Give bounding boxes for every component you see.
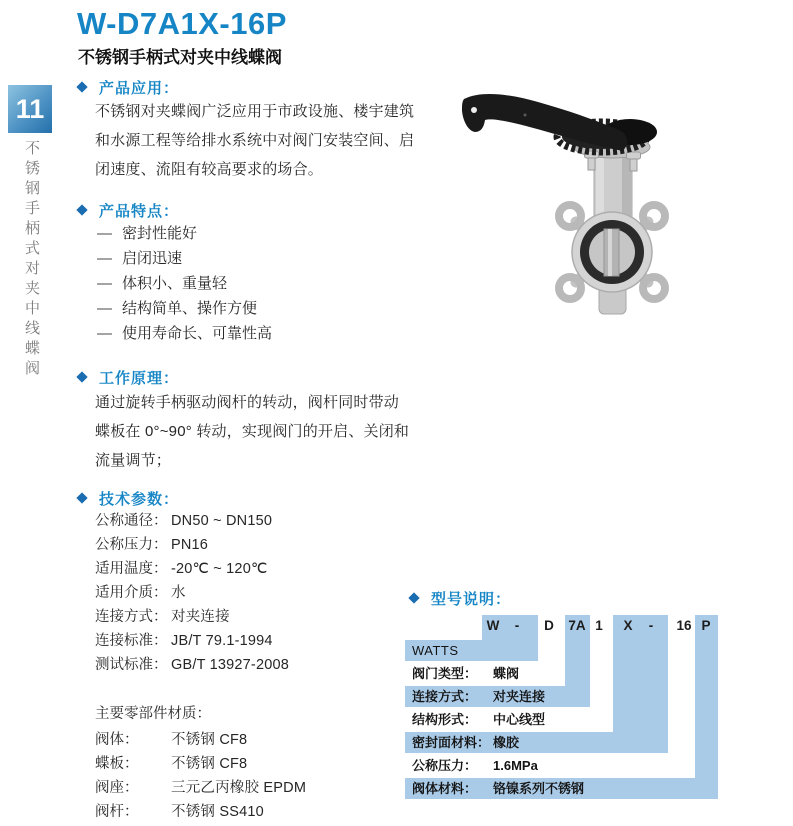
model-code-char: W <box>486 618 500 633</box>
sidebar-vertical-label: 不锈钢手柄式对夹中线蝶阀 <box>23 140 40 380</box>
spec-label: 适用温度： <box>95 561 168 577</box>
body-line: 不锈钢对夹蝶阀广泛应用于市政设施、楼宇建筑 <box>95 103 415 120</box>
spec-row <box>95 653 289 677</box>
ladder-row-label: 公称压力： <box>412 758 478 773</box>
spec-value: 对夹连接 <box>171 609 230 625</box>
spec-row <box>95 557 289 581</box>
ladder-row <box>405 686 721 707</box>
dash-bullet: — <box>97 300 112 317</box>
ladder-row-label: 密封面材料： <box>412 735 491 750</box>
diamond-bullet-icon <box>408 592 419 603</box>
diamond-bullet-icon <box>76 81 87 92</box>
spec-row <box>95 533 289 557</box>
ladder-row-value: 1.6MPa <box>493 758 538 773</box>
section-heading-label: 产品应用： <box>99 79 180 97</box>
section-heading-label: 型号说明： <box>431 590 512 608</box>
section-heading-model-explanation <box>410 589 511 607</box>
material-label: 阀座： <box>95 780 139 796</box>
spec-label: 公称压力： <box>95 537 168 553</box>
materials-table <box>95 728 306 824</box>
spec-row <box>95 605 289 629</box>
model-code-char: 1 <box>595 618 603 633</box>
spec-row <box>95 509 289 533</box>
section-heading-label: 工作原理： <box>99 369 180 387</box>
model-code-ladder <box>405 614 721 802</box>
spec-row <box>95 581 289 605</box>
diamond-bullet-icon <box>76 492 87 503</box>
section-heading-features <box>78 201 179 219</box>
page-title: W-D7A1X-16P <box>77 6 287 41</box>
section-heading-label: 技术参数： <box>99 490 180 508</box>
dash-bullet: — <box>97 225 112 242</box>
ladder-row-value: 橡胶 <box>493 735 520 750</box>
butterfly-valve-illustration <box>440 85 720 330</box>
spec-value: GB/T 13927-2008 <box>171 657 290 673</box>
ladder-row-value: 蝶阀 <box>493 666 520 681</box>
feature-label: 启闭迅速 <box>122 250 183 267</box>
material-label: 阀体： <box>95 732 139 748</box>
section-heading-principle <box>78 368 179 386</box>
ladder-row <box>405 709 721 730</box>
ladder-row-value: 对夹连接 <box>493 689 546 704</box>
ladder-row <box>405 640 721 661</box>
body-line: 闭速度、流阻有较高要求的场合。 <box>95 161 324 178</box>
feature-label: 体积小、重量轻 <box>122 275 228 292</box>
material-row <box>95 776 306 800</box>
body-line: 蝶板在 0°~90° 转动，实现阀门的开启、关闭和 <box>95 423 410 440</box>
spec-label: 适用介质： <box>95 585 168 601</box>
ladder-row-label: 结构形式： <box>412 712 478 727</box>
chapter-number-badge: 11 <box>8 85 52 133</box>
dash-bullet: — <box>97 275 112 292</box>
feature-item <box>97 246 272 271</box>
ladder-row-value: 铬镍系列不锈钢 <box>493 781 585 796</box>
feature-item <box>97 221 272 246</box>
feature-label: 密封性能好 <box>122 225 198 242</box>
material-value: 不锈钢 CF8 <box>171 732 248 748</box>
section-heading-label: 产品特点： <box>99 202 180 220</box>
spec-value: -20℃ ~ 120℃ <box>171 561 268 577</box>
ladder-row <box>405 778 721 799</box>
page-subtitle: 不锈钢手柄式对夹中线蝶阀 <box>78 48 282 67</box>
materials-heading: 主要零部件材质： <box>95 706 211 722</box>
specs-table <box>95 509 289 677</box>
ladder-row-label: WATTS <box>412 643 459 658</box>
ladder-row-value: 中心线型 <box>493 712 546 727</box>
section-heading-application <box>78 78 179 96</box>
ladder-row <box>405 732 721 753</box>
material-row <box>95 752 306 776</box>
spec-label: 连接方式： <box>95 609 168 625</box>
body-line: 流量调节； <box>95 452 172 469</box>
spec-value: 水 <box>171 585 186 601</box>
feature-item <box>97 321 272 346</box>
material-value: 不锈钢 CF8 <box>171 756 248 772</box>
spec-value: PN16 <box>171 537 209 553</box>
dash-bullet: — <box>97 325 112 342</box>
ladder-row <box>405 663 721 684</box>
spec-label: 公称通径： <box>95 513 168 529</box>
feature-label: 使用寿命长、可靠性高 <box>122 325 273 342</box>
feature-label: 结构简单、操作方便 <box>122 300 258 317</box>
diamond-bullet-icon <box>76 371 87 382</box>
body-line: 和水源工程等给排水系统中对阀门安装空间、启 <box>95 132 415 149</box>
material-value: 不锈钢 SS410 <box>171 804 264 820</box>
spec-label: 测试标准： <box>95 657 168 673</box>
feature-item <box>97 271 272 296</box>
ladder-row-label: 阀体材料： <box>412 781 478 796</box>
application-body <box>95 97 417 184</box>
material-label: 蝶板： <box>95 756 139 772</box>
ladder-row <box>405 755 721 776</box>
principle-body <box>95 388 417 475</box>
model-code-char: 7A <box>568 618 586 633</box>
material-label: 阀杆： <box>95 804 139 820</box>
ladder-row-label: 连接方式： <box>412 689 478 704</box>
spec-value: JB/T 79.1-1994 <box>171 633 273 649</box>
spec-label: 连接标准： <box>95 633 168 649</box>
material-value: 三元乙丙橡胶 EPDM <box>171 780 307 796</box>
model-code-char: - <box>648 618 654 633</box>
model-code-char: - <box>514 618 520 633</box>
material-row <box>95 800 306 824</box>
spec-row <box>95 629 289 653</box>
model-code-char: P <box>701 618 711 633</box>
dash-bullet: — <box>97 250 112 267</box>
product-image <box>440 85 720 330</box>
body-line: 通过旋转手柄驱动阀杆的转动，阀杆同时带动 <box>95 394 400 411</box>
model-code-char: X <box>623 618 633 633</box>
model-code-char: 16 <box>676 618 692 633</box>
section-heading-specs <box>78 489 179 507</box>
model-code-char: D <box>544 618 554 633</box>
feature-list <box>97 221 272 346</box>
ladder-row-label: 阀门类型： <box>412 666 478 681</box>
diamond-bullet-icon <box>76 204 87 215</box>
spec-value: DN50 ~ DN150 <box>171 513 273 529</box>
material-row <box>95 728 306 752</box>
feature-item <box>97 296 272 321</box>
